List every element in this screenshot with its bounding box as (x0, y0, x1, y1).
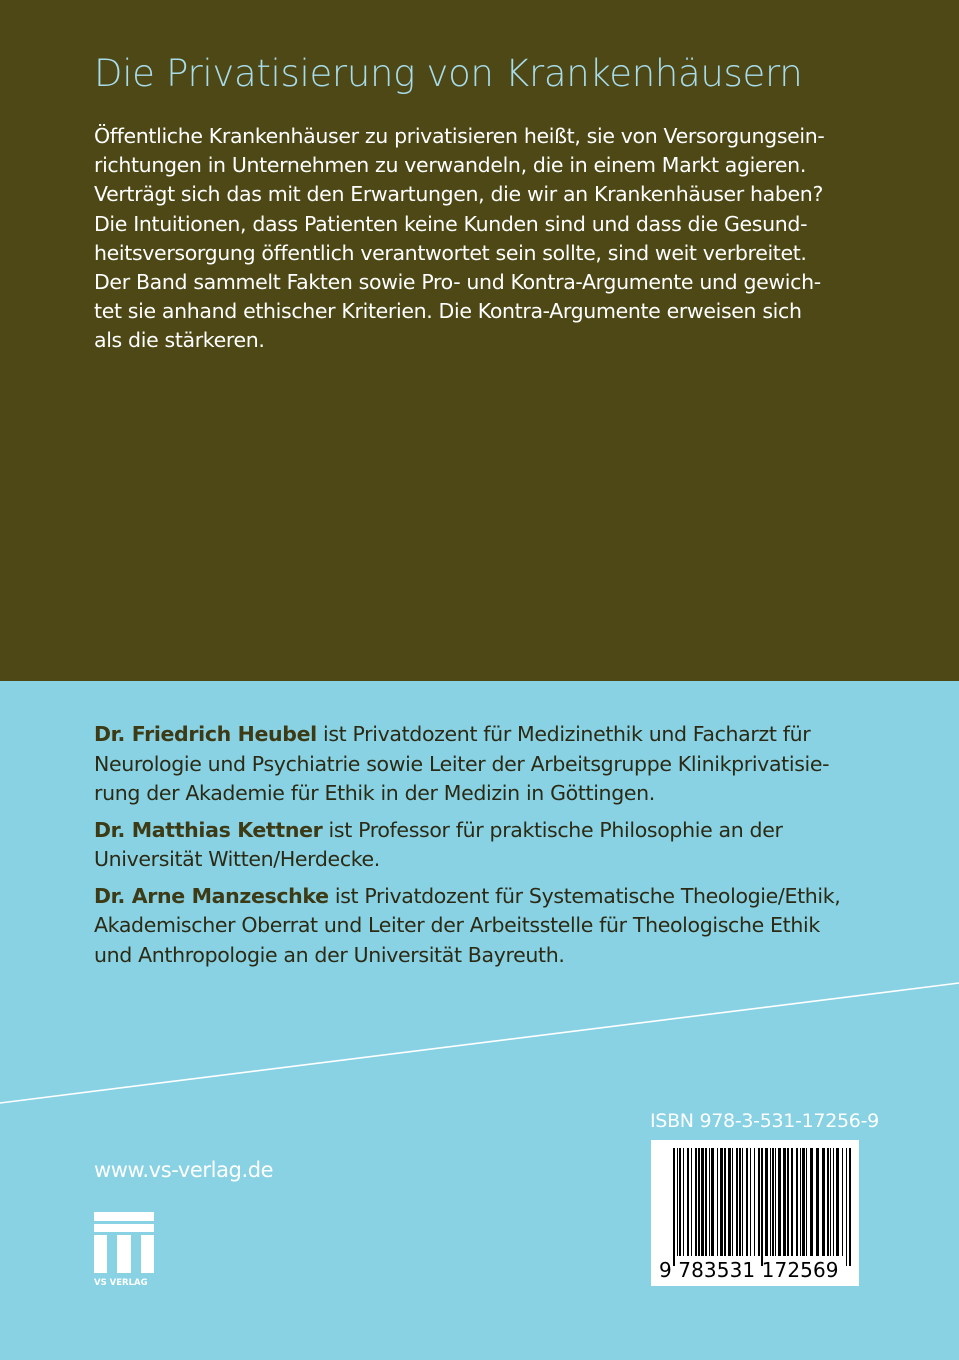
barcode-bar (796, 1148, 798, 1256)
barcode (651, 1140, 859, 1286)
bio-line (94, 882, 840, 912)
author-bio-heubel (94, 720, 840, 809)
barcode-bar (810, 1148, 813, 1256)
barcode-bar (673, 1148, 675, 1266)
barcode-bar (746, 1148, 748, 1256)
publisher-website: www.vs-verlag.de (94, 1158, 274, 1182)
barcode-bar (783, 1148, 786, 1256)
bio-text: ist Professor für praktische Philosophie an der (322, 817, 783, 842)
bio-line: Akademischer Oberrat und Leiter der Arbeitsstelle für Theologische Ethik (94, 913, 820, 937)
barcode-bar (720, 1148, 723, 1256)
bio-text: ist Privatdozent für Systematische Theologie/Ethik, (328, 883, 841, 908)
barcode-bar (775, 1148, 776, 1256)
bio-line: Universität Witten/Herdecke. (94, 847, 380, 871)
barcode-bar (679, 1148, 681, 1256)
barcode-bar (717, 1148, 718, 1256)
barcode-bar (701, 1148, 704, 1256)
book-title: Die Privatisierung von Krankenhäusern (94, 52, 803, 95)
barcode-bar (683, 1148, 684, 1256)
barcode-bar (778, 1148, 781, 1256)
barcode-bar (836, 1148, 839, 1256)
barcode-bar (791, 1148, 793, 1256)
barcode-bar (691, 1148, 692, 1256)
blurb-line: richtungen in Unternehmen zu verwandeln, die in einem Markt agieren. (94, 153, 806, 178)
barcode-bar (750, 1148, 751, 1256)
barcode-bar (724, 1148, 726, 1256)
blurb-line: tet sie anhand ethischer Kriterien. Die Kontra-Argumente erweisen sich (94, 299, 802, 324)
blurb-line: Der Band sammelt Fakten sowie Pro- und Kontra-Argumente und gewich- (94, 270, 821, 295)
bio-line: Neurologie und Psychiatrie sowie Leiter der Arbeitsgruppe Klinikprivatisie- (94, 751, 830, 776)
barcode-bar (833, 1148, 834, 1256)
barcode-bar (849, 1148, 851, 1266)
blurb-line: heitsversorgung öffentlich verantwortet sein sollte, sind weit verbreitet. (94, 240, 807, 265)
author-name: Dr. Arne Manzeschke (94, 883, 329, 908)
barcode-bar (761, 1148, 763, 1266)
barcode-bar (846, 1148, 847, 1266)
bio-line (94, 816, 840, 846)
bio-line: rung der Akademie für Ethik in der Medizin in Göttingen. (94, 781, 655, 805)
author-bios (94, 720, 840, 977)
logo-text: VS VERLAG (94, 1278, 148, 1287)
author-bio-kettner (94, 816, 840, 875)
barcode-bar (705, 1148, 707, 1256)
barcode-bar (806, 1148, 807, 1256)
bio-line (94, 720, 840, 750)
barcode-bar (742, 1148, 743, 1256)
author-name: Dr. Friedrich Heubel (94, 722, 317, 746)
author-bio-manzeschke (94, 882, 840, 971)
barcode-bar (739, 1148, 741, 1256)
barcode-bar (711, 1148, 714, 1256)
barcode-bar (830, 1148, 831, 1256)
blurb-line: Öffentliche Krankenhäuser zu privatisieren heißt, sie von Versorgungsein- (94, 124, 825, 148)
barcode-bar (754, 1148, 755, 1256)
barcode-bar (687, 1148, 689, 1256)
barcode-bar (800, 1148, 801, 1256)
barcode-bar (770, 1148, 771, 1256)
barcode-bar (732, 1148, 733, 1256)
barcode-bar (802, 1148, 805, 1256)
barcode-bar (787, 1148, 789, 1256)
barcode-bar (695, 1148, 697, 1256)
barcode-bar (736, 1148, 738, 1256)
vs-verlag-logo-icon (94, 1212, 154, 1287)
blurb-line: Verträgt sich das mit den Erwartungen, die wir an Krankenhäuser haben? (94, 182, 823, 207)
barcode-bar (842, 1148, 843, 1256)
bio-text: ist Privatdozent für Medizinethik und Facharzt für (316, 722, 811, 746)
bio-line: und Anthropologie an der Universität Bayreuth. (94, 942, 565, 967)
barcode-bar (677, 1148, 678, 1256)
barcode-bar (709, 1148, 710, 1256)
diagonal-divider-line (0, 978, 959, 1108)
barcode-bar (765, 1148, 768, 1256)
blurb-line: als die stärkeren. (94, 328, 265, 353)
barcode-bar (772, 1148, 774, 1256)
barcode-bar (816, 1148, 819, 1256)
barcode-bar (758, 1148, 760, 1256)
barcode-bar (698, 1148, 700, 1256)
blurb-line: Die Intuitionen, dass Patienten keine Kunden sind und dass die Gesund- (94, 211, 808, 236)
author-name: Dr. Matthias Kettner (94, 817, 323, 842)
blurb (94, 122, 824, 356)
barcode-digits: 9 783531 172569 (659, 1258, 839, 1282)
barcode-bar (827, 1148, 829, 1256)
barcode-bar (728, 1148, 731, 1256)
barcode-bar (822, 1148, 825, 1256)
isbn-label: ISBN 978-3-531-17256-9 (650, 1110, 879, 1132)
